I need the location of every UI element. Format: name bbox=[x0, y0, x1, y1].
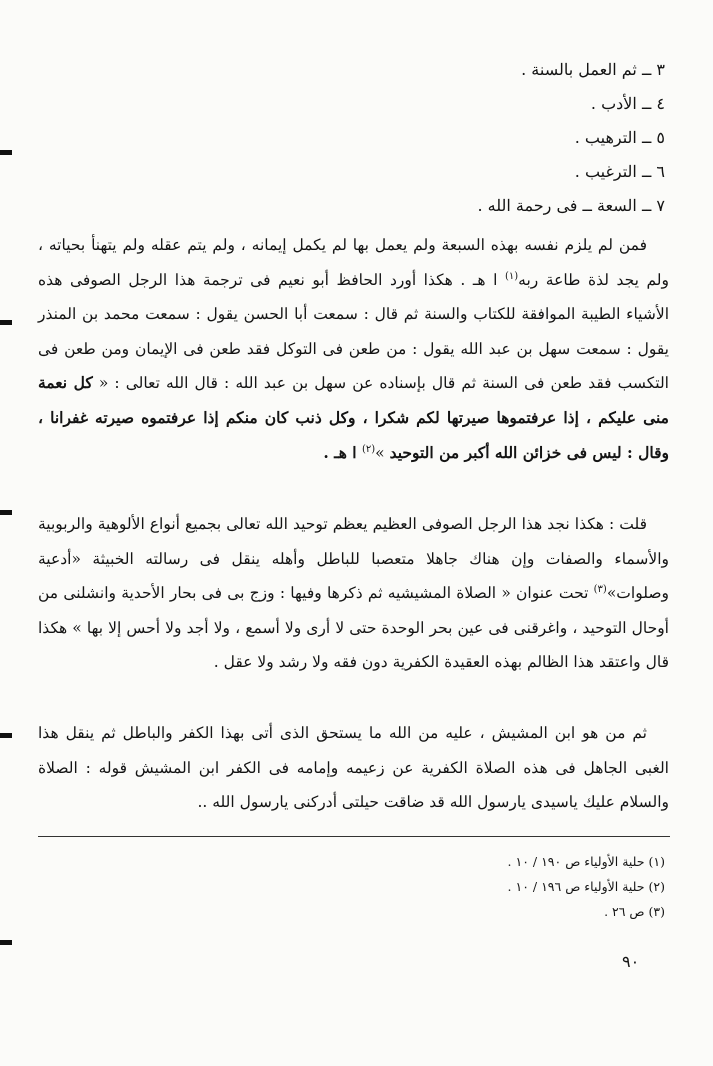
paragraph-text: قلت : هكذا نجد هذا الرجل الصوفى العظيم يعظم توحيد الله تعالى بجميع أنواع الألوهية والربوبية والأسماء والصفات وإن هناك جاهلا متعصبا للباطل وأهله ينقل فى رسالته الخبيثة «أدعية وصلوات» bbox=[38, 515, 669, 603]
footnote-ref: (١) bbox=[504, 270, 519, 282]
paragraph-1 bbox=[38, 228, 669, 470]
paragraph-text: ا هـ . bbox=[323, 442, 362, 462]
footnotes bbox=[305, 849, 665, 924]
list-item: ٣ ــ ثم العمل بالسنة . bbox=[521, 60, 665, 79]
footnote-ref: (٢) bbox=[361, 443, 376, 455]
footnote: (١) حلية الأولياء ص ١٩٠ / ١٠ . bbox=[507, 854, 665, 869]
list-item: ٧ ــ السعة ــ فى رحمة الله . bbox=[477, 196, 665, 215]
footnote: (٢) حلية الأولياء ص ١٩٦ / ١٠ . bbox=[507, 879, 665, 894]
footnote-divider bbox=[38, 836, 670, 837]
paragraph-text: » bbox=[375, 443, 390, 462]
footnote: (٣) ص ٢٦ . bbox=[604, 904, 665, 919]
scan-edge-mark bbox=[0, 320, 12, 325]
list-item: ٦ ــ الترغيب . bbox=[574, 162, 665, 181]
scan-edge-mark bbox=[0, 733, 12, 738]
paragraph-text: تحت عنوان « الصلاة المشيشيه ثم ذكرها وفيها : وزج بى فى بحار الأحدية وانشلنى من أوحال التوحيد ، واغرقنى فى عين بحر الوحدة حتى لا أرى ولا أسمع ، ولا أجد ولا أحس إلا بها » هكذا قال واعتقد هذا الظالم بهذه العقيدة الكفرية دون فقه ولا رشد ولا عقل . bbox=[38, 584, 669, 672]
scan-edge-mark bbox=[0, 150, 12, 155]
list-item: ٤ ــ الأدب . bbox=[590, 94, 665, 113]
paragraph-text: ا هـ . هكذا أورد الحافظ أبو نعيم فى ترجمة هذا الرجل الصوفى هذه الأشياء الطيبة الموافقة للكتاب والسنة ثم قال : سمعت أبا الحسن يقول : سمعت محمد بن المنذر يقول : سمعت سهل بن عبد الله يقول : من طعن فى التوكل فقد طعن فى الإيمان ومن طعن فى التكسب فقد طعن فى السنة ثم قال بإسناده عن سهل بن عبد الله : قال الله تعالى : « bbox=[38, 270, 669, 393]
bold-quote: كل نعمة منى عليكم ، إذا عرفتموها صيرتها لكم شكرا ، وكل ذنب كان منكم إذا عرفتموه صيرته غفرانا ، وقال : ليس فى خزائن الله أكبر من التوحيد bbox=[38, 373, 669, 462]
paragraph-3 bbox=[38, 716, 669, 820]
scan-edge-mark bbox=[0, 940, 12, 945]
scan-edge-mark bbox=[0, 510, 12, 515]
page-number: ٩٠ bbox=[622, 952, 640, 971]
footnote-ref: (٣) bbox=[593, 584, 607, 596]
paragraph-text: ثم من هو ابن المشيش ، عليه من الله ما يستحق الذى أتى بهذا الكفر والباطل ثم ينقل هذا الغبى الجاهل فى هذه الصلاة الكفرية عن زعيمه وإمامه فى الكفر ابن المشيش قوله : الصلاة والسلام عليك ياسيدى يارسول الله قد ضاقت حيلتى أدركنى يارسول الله .. bbox=[38, 724, 669, 812]
paragraph-2 bbox=[38, 507, 669, 680]
paragraph-text: فمن لم يلزم نفسه بهذه السبعة ولم يعمل بها لم يكمل إيمانه ، ولم يتم عقله ولم يتهنأ بحياته ، ولم يجد لذة طاعة ربه bbox=[38, 236, 670, 289]
numbered-list bbox=[65, 58, 665, 228]
list-item: ٥ ــ الترهيب . bbox=[574, 128, 665, 147]
